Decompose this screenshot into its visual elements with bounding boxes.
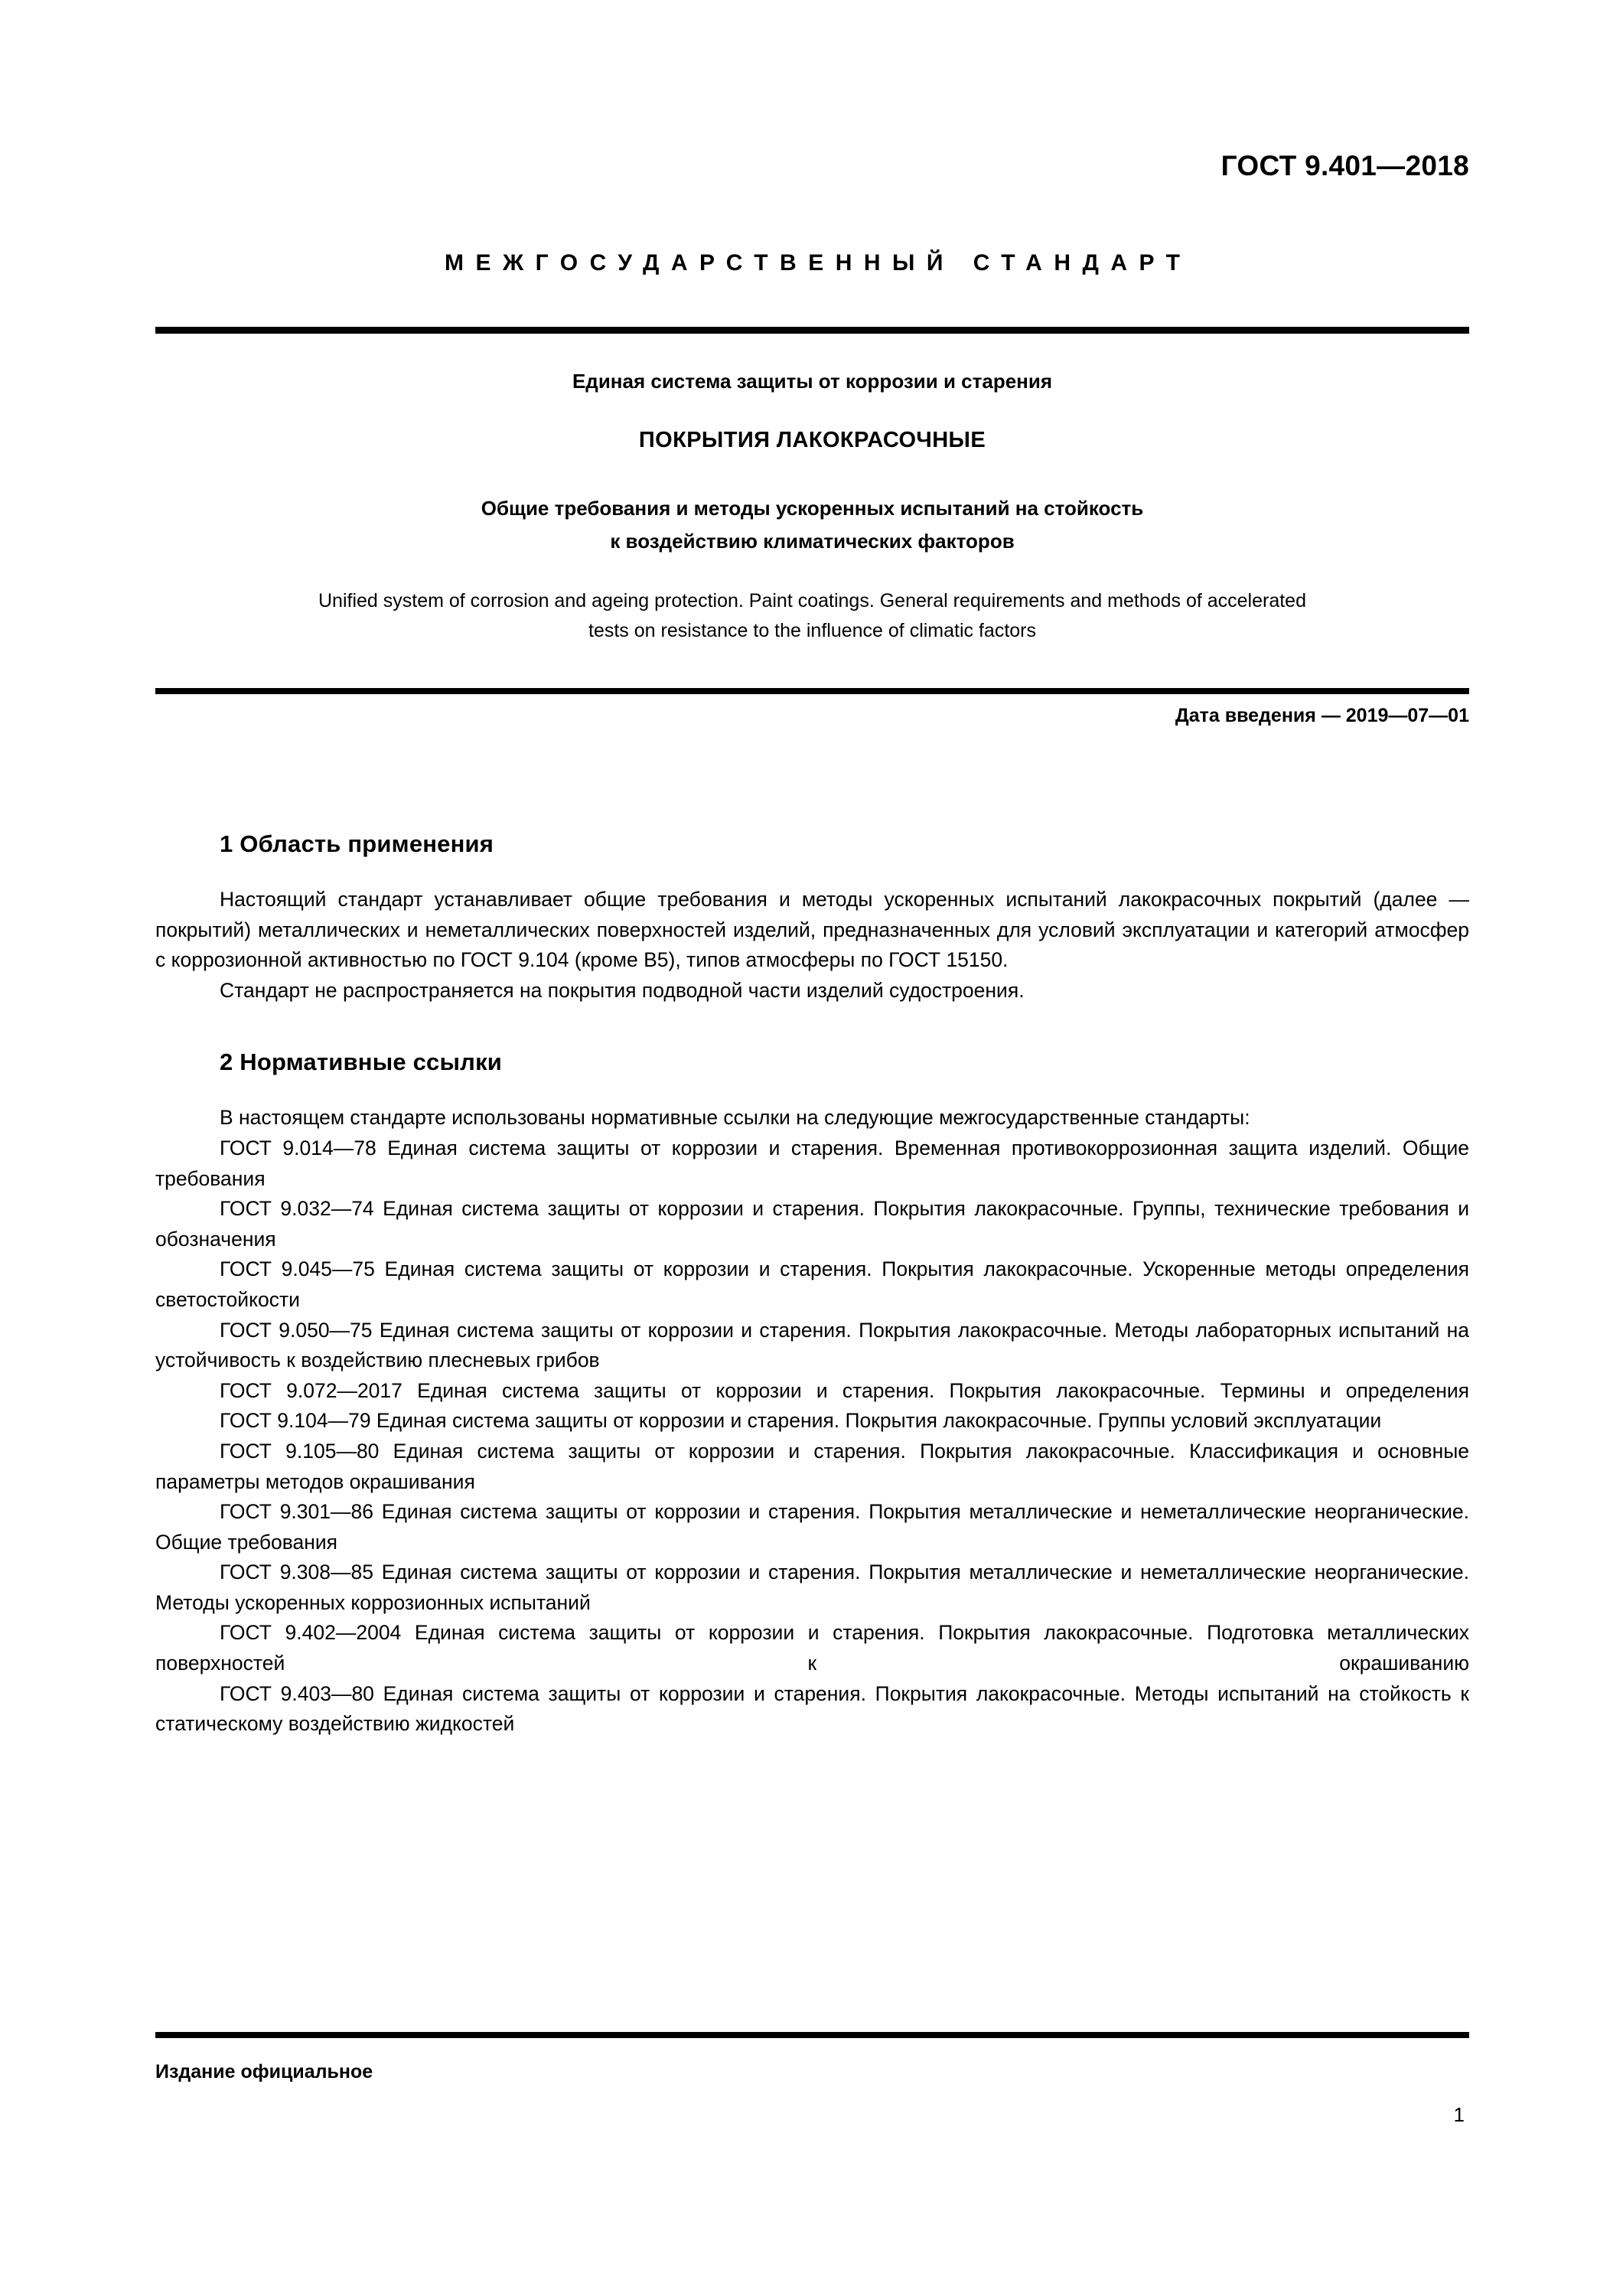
section-heading-normative-references: 2 Нормативные ссылки	[220, 1049, 503, 1076]
spacer	[155, 1076, 1469, 1103]
reference-item: ГОСТ 9.403—80 Единая система защиты от коррозии и старения. Покрытия лакокрасочные. Методы испытаний на стойкость к статическому воздействию жидкостей	[155, 1681, 1469, 1736]
reference-item: ГОСТ 9.050—75 Единая система защиты от коррозии и старения. Покрытия лакокрасочные. Методы лабораторных испытаний на устойчивость к воздействию плесневых грибов	[155, 1318, 1469, 1372]
reference-item: ГОСТ 9.402—2004 Единая система защиты от коррозии и старения. Покрытия лакокрасочные. Подготовка металлических поверхностей к окрашиванию	[155, 1621, 1469, 1675]
paragraph: Стандарт не распространяется на покрытия подводной части изделий судостроения.	[220, 978, 1025, 1002]
reference-item: ГОСТ 9.301—86 Единая система защиты от коррозии и старения. Покрытия металлические и неметаллические неорганические. Общие требования	[155, 1500, 1469, 1554]
title-description-line-1: Общие требования и методы ускоренных испытаний на стойкость	[481, 497, 1144, 520]
spacer	[155, 1006, 1469, 1049]
reference-item: ГОСТ 9.308—85 Единая система защиты от коррозии и старения. Покрытия металлические и неметаллические неорганические. Методы ускоренных коррозионных испытаний	[155, 1561, 1469, 1614]
paragraph: В настоящем стандарте использованы нормативные ссылки на следующие межгосударственные стандарты:	[220, 1106, 1250, 1130]
reference-item: ГОСТ 9.014—78 Единая система защиты от коррозии и старения. Временная противокоррозионная защита изделий. Общие требования	[155, 1136, 1469, 1190]
title-english-line-2: tests on resistance to the influence of climatic factors	[588, 620, 1036, 641]
official-edition-note: Издание официальное	[155, 2061, 373, 2082]
title-description-line-2: к воздействию климатических факторов	[610, 530, 1015, 553]
title-english	[155, 586, 1469, 646]
section-heading-scope: 1 Область применения	[220, 830, 494, 857]
title-main: ПОКРЫТИЯ ЛАКОКРАСОЧНЫЕ	[638, 428, 986, 452]
document-number: ГОСТ 9.401—2018	[1221, 150, 1469, 181]
reference-item: ГОСТ 9.045—75 Единая система защиты от коррозии и старения. Покрытия лакокрасочные. Ускоренные методы определения светостойкости	[155, 1257, 1469, 1311]
section-normative-references	[155, 1049, 1469, 1739]
standard-banner: МЕЖГОСУДАРСТВЕННЫЙ СТАНДАРТ	[445, 250, 1192, 276]
title-english-line-1: Unified system of corrosion and ageing protection. Paint coatings. General requirements and methods of accelerated	[318, 590, 1306, 612]
header-rule-bottom	[155, 688, 1469, 694]
spacer	[155, 858, 1469, 885]
section-scope	[155, 830, 1469, 1006]
footer-rule	[155, 2032, 1469, 2038]
title-system: Единая система защиты от коррозии и старения	[572, 370, 1053, 393]
paragraph: Настоящий стандарт устанавливает общие требования и методы ускоренных испытаний лакокрасочных покрытий (далее — покрытий) металлических и неметаллических поверхностей изделий, предназначенных для условий эксплуатации и категорий атмосфер с коррозионной активностью по ГОСТ 9.104 (кроме В5), типов атмосферы по ГОСТ 15150.	[155, 888, 1469, 972]
title-description	[155, 492, 1469, 558]
introduction-date: Дата введения — 2019—07—01	[1175, 705, 1469, 726]
reference-item: ГОСТ 9.105—80 Единая система защиты от коррозии и старения. Покрытия лакокрасочные. Классификация и основные параметры методов окрашивания	[155, 1439, 1469, 1493]
reference-item: ГОСТ 9.072—2017 Единая система защиты от коррозии и старения. Покрытия лакокрасочные. Термины и определения	[220, 1378, 1469, 1402]
page-number: 1	[1453, 2103, 1465, 2126]
reference-item: ГОСТ 9.032—74 Единая система защиты от коррозии и старения. Покрытия лакокрасочные. Группы, технические требования и обозначения	[155, 1197, 1469, 1251]
header-rule-top	[155, 327, 1469, 334]
reference-item: ГОСТ 9.104—79 Единая система защиты от коррозии и старения. Покрытия лакокрасочные. Группы условий эксплуатации	[220, 1409, 1382, 1433]
document-body	[155, 830, 1469, 1740]
